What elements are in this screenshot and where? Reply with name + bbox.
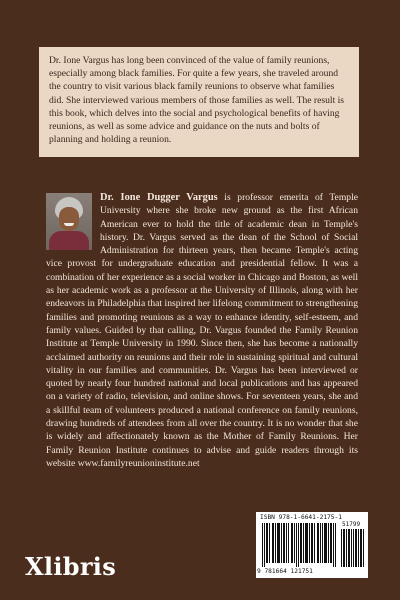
ean-barcode-bars [262, 523, 338, 567]
author-portrait [46, 193, 92, 250]
isbn-label: ISBN 978-1-6641-2175-1 [260, 514, 342, 521]
author-bio [46, 191, 358, 470]
isbn-barcode [256, 512, 368, 578]
blurb-box [39, 47, 359, 157]
barcode-addon-number: 51799 [342, 521, 361, 528]
blurb-text: Dr. Ione Vargus has long been convinced of the value of family reunions, especially among black families. For quite a few years, she traveled around the country to visit various black family reunions to observe what families did. She interviewed various members of those families as well. The result is this book, which delves into the social and psychological benefits of having reunions, as well as some advice and guidance on the nuts and bolts of planning and holding a reunion. [49, 55, 345, 146]
addon-barcode-bars [341, 529, 365, 567]
publisher-logo: Xlibris [25, 552, 117, 581]
ean-digits: 9 781664 121751 [257, 568, 313, 575]
author-bio-text: is professor emerita of Temple University where she broke new ground as the first African American ever to hold the title of academic dean in Temple's history. Dr. Vargus served as the dean of the School of Social Administration for thirteen years, then became Temple's acting vice provost for undergraduate education and presidential fellow. It was a combination of her experience as a social worker in Chicago and Boston, as well as her academic work as a professor at the University of Illinois, along with her endeavors in Philadelphia that inspired her lifelong commitment to strengthening families and promoting reunions as a way to enhance identity, self-esteem, and family values. Guided by that calling, Dr. Vargus founded the Family Reunion Institute at Temple University in 1990. Since then, she has become a nationally acclaimed authority on reunions and their role in sustaining spiritual and cultural vitality in our families and communities. Dr. Vargus has been interviewed or quoted by nearly four hundred national and local publications and has appeared on a variety of radio, television, and online shows. For seventeen years, she and a skillful team of volunteers produced a national conference on family reunions, drawing hundreds of attendees from all over the country. It is no wonder that she is widely and affectionately known as the Mother of Family Reunions. Her Family Reunion Institute continues to advise and guide readers through its website www.familyreunioninstitute.net [46, 192, 358, 469]
author-name: Dr. Ione Dugger Vargus [100, 192, 218, 203]
